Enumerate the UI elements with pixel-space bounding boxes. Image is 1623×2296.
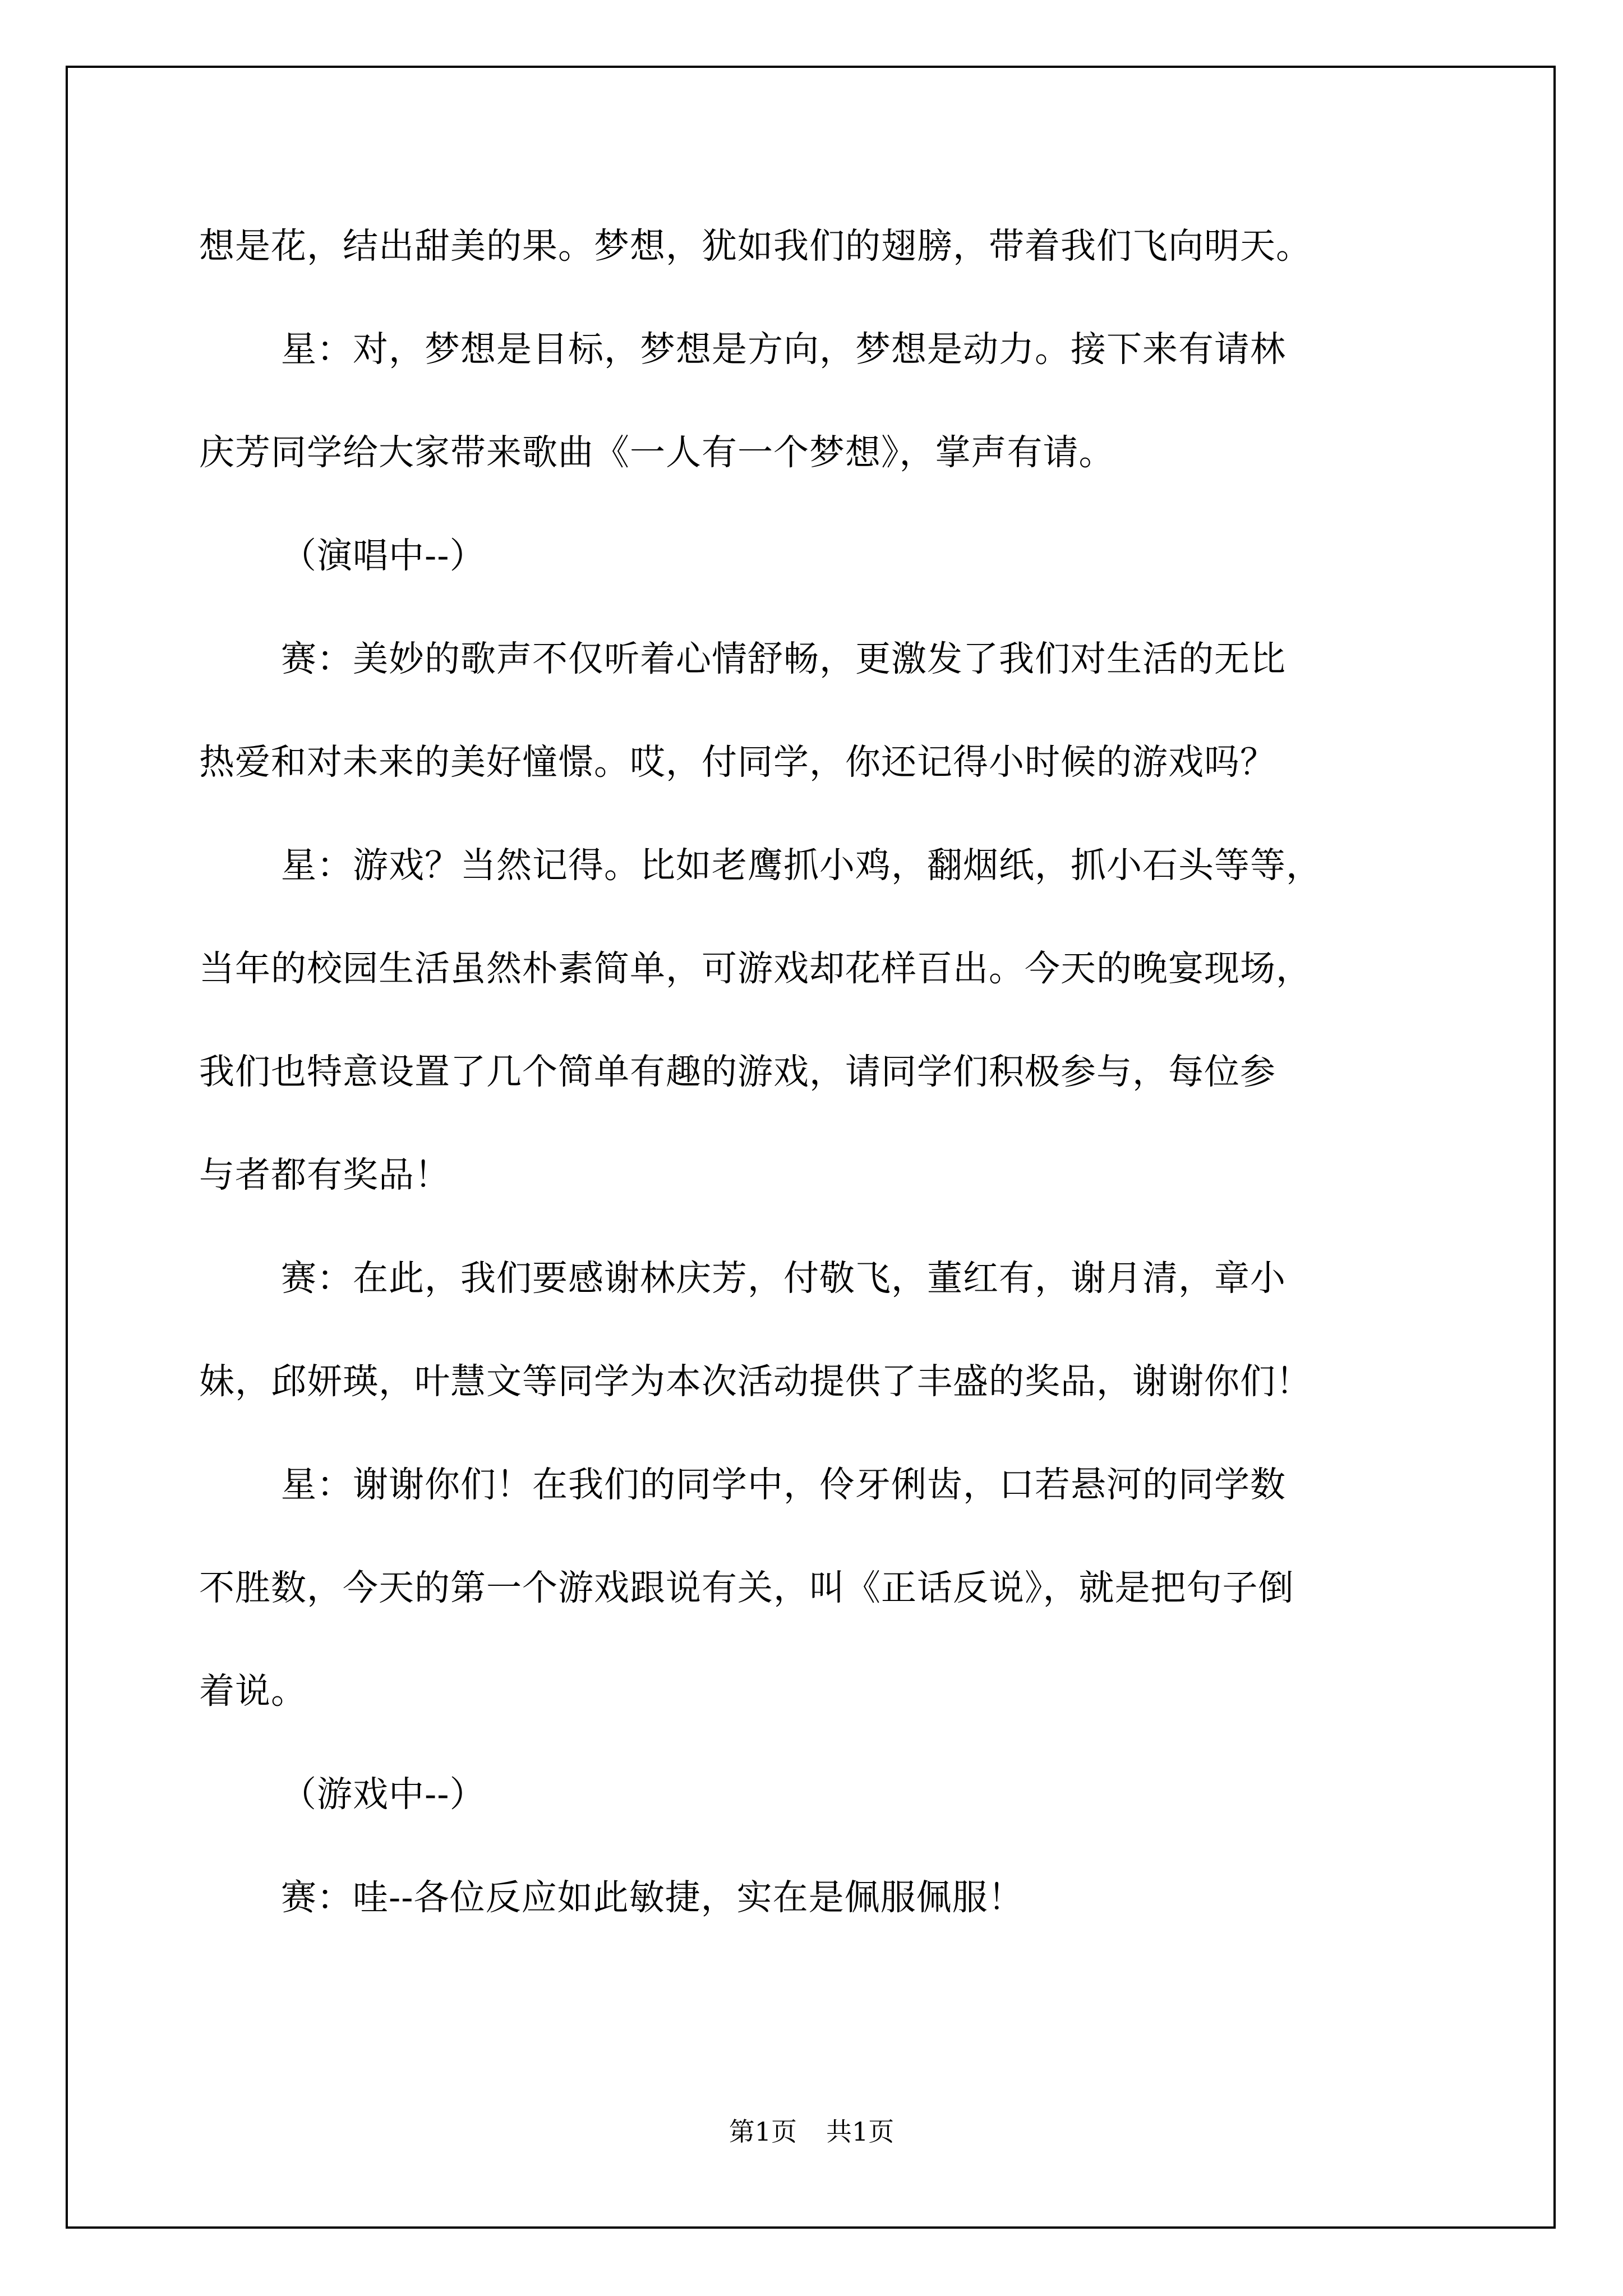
text-line: 与者都有奖品！ [199,1154,450,1195]
text-line: 不胜数，今天的第一个游戏跟说有关，叫《正话反说》，就是把句子倒 [199,1567,1294,1608]
text-line: （游戏中--） [281,1774,486,1815]
text-line: 着说。 [199,1671,307,1711]
text-line: 星：对，梦想是目标，梦想是方向，梦想是动力。接下来有请林 [281,329,1286,370]
text-line: 庆芳同学给大家带来歌曲《一人有一个梦想》，掌声有请。 [199,432,1115,473]
page-number-total: 共1页 [826,2116,895,2147]
text-line: 赛：哇--各位反应如此敏捷，实在是佩服佩服！ [281,1877,1024,1918]
text-line: 想是花，结出甜美的果。梦想，犹如我们的翅膀，带着我们飞向明天。 [199,226,1312,266]
text-line: 我们也特意设置了几个简单有趣的游戏，请同学们积极参与，每位参 [199,1051,1276,1092]
text-line: 妹，邱妍瑛，叶慧文等同学为本次活动提供了丰盛的奖品，谢谢你们！ [199,1361,1312,1402]
text-line: 星：游戏？当然记得。比如老鹰抓小鸡，翻烟纸，抓小石头等等， [281,845,1322,886]
text-line: 热爱和对未来的美好憧憬。哎，付同学，你还记得小时候的游戏吗？ [199,742,1276,783]
text-line: 赛：在此，我们要感谢林庆芳，付敬飞，董红有，谢月清，章小 [281,1258,1286,1299]
text-line: 星：谢谢你们！在我们的同学中，伶牙俐齿，口若悬河的同学数 [281,1464,1286,1505]
page-number-current: 第1页 [728,2116,797,2147]
text-line: 当年的校园生活虽然朴素简单，可游戏却花样百出。今天的晚宴现场， [199,948,1312,989]
page-footer [0,2115,1623,2148]
text-line: （演唱中--） [281,535,486,576]
text-line: 赛：美妙的歌声不仅听着心情舒畅，更激发了我们对生活的无比 [281,638,1286,679]
